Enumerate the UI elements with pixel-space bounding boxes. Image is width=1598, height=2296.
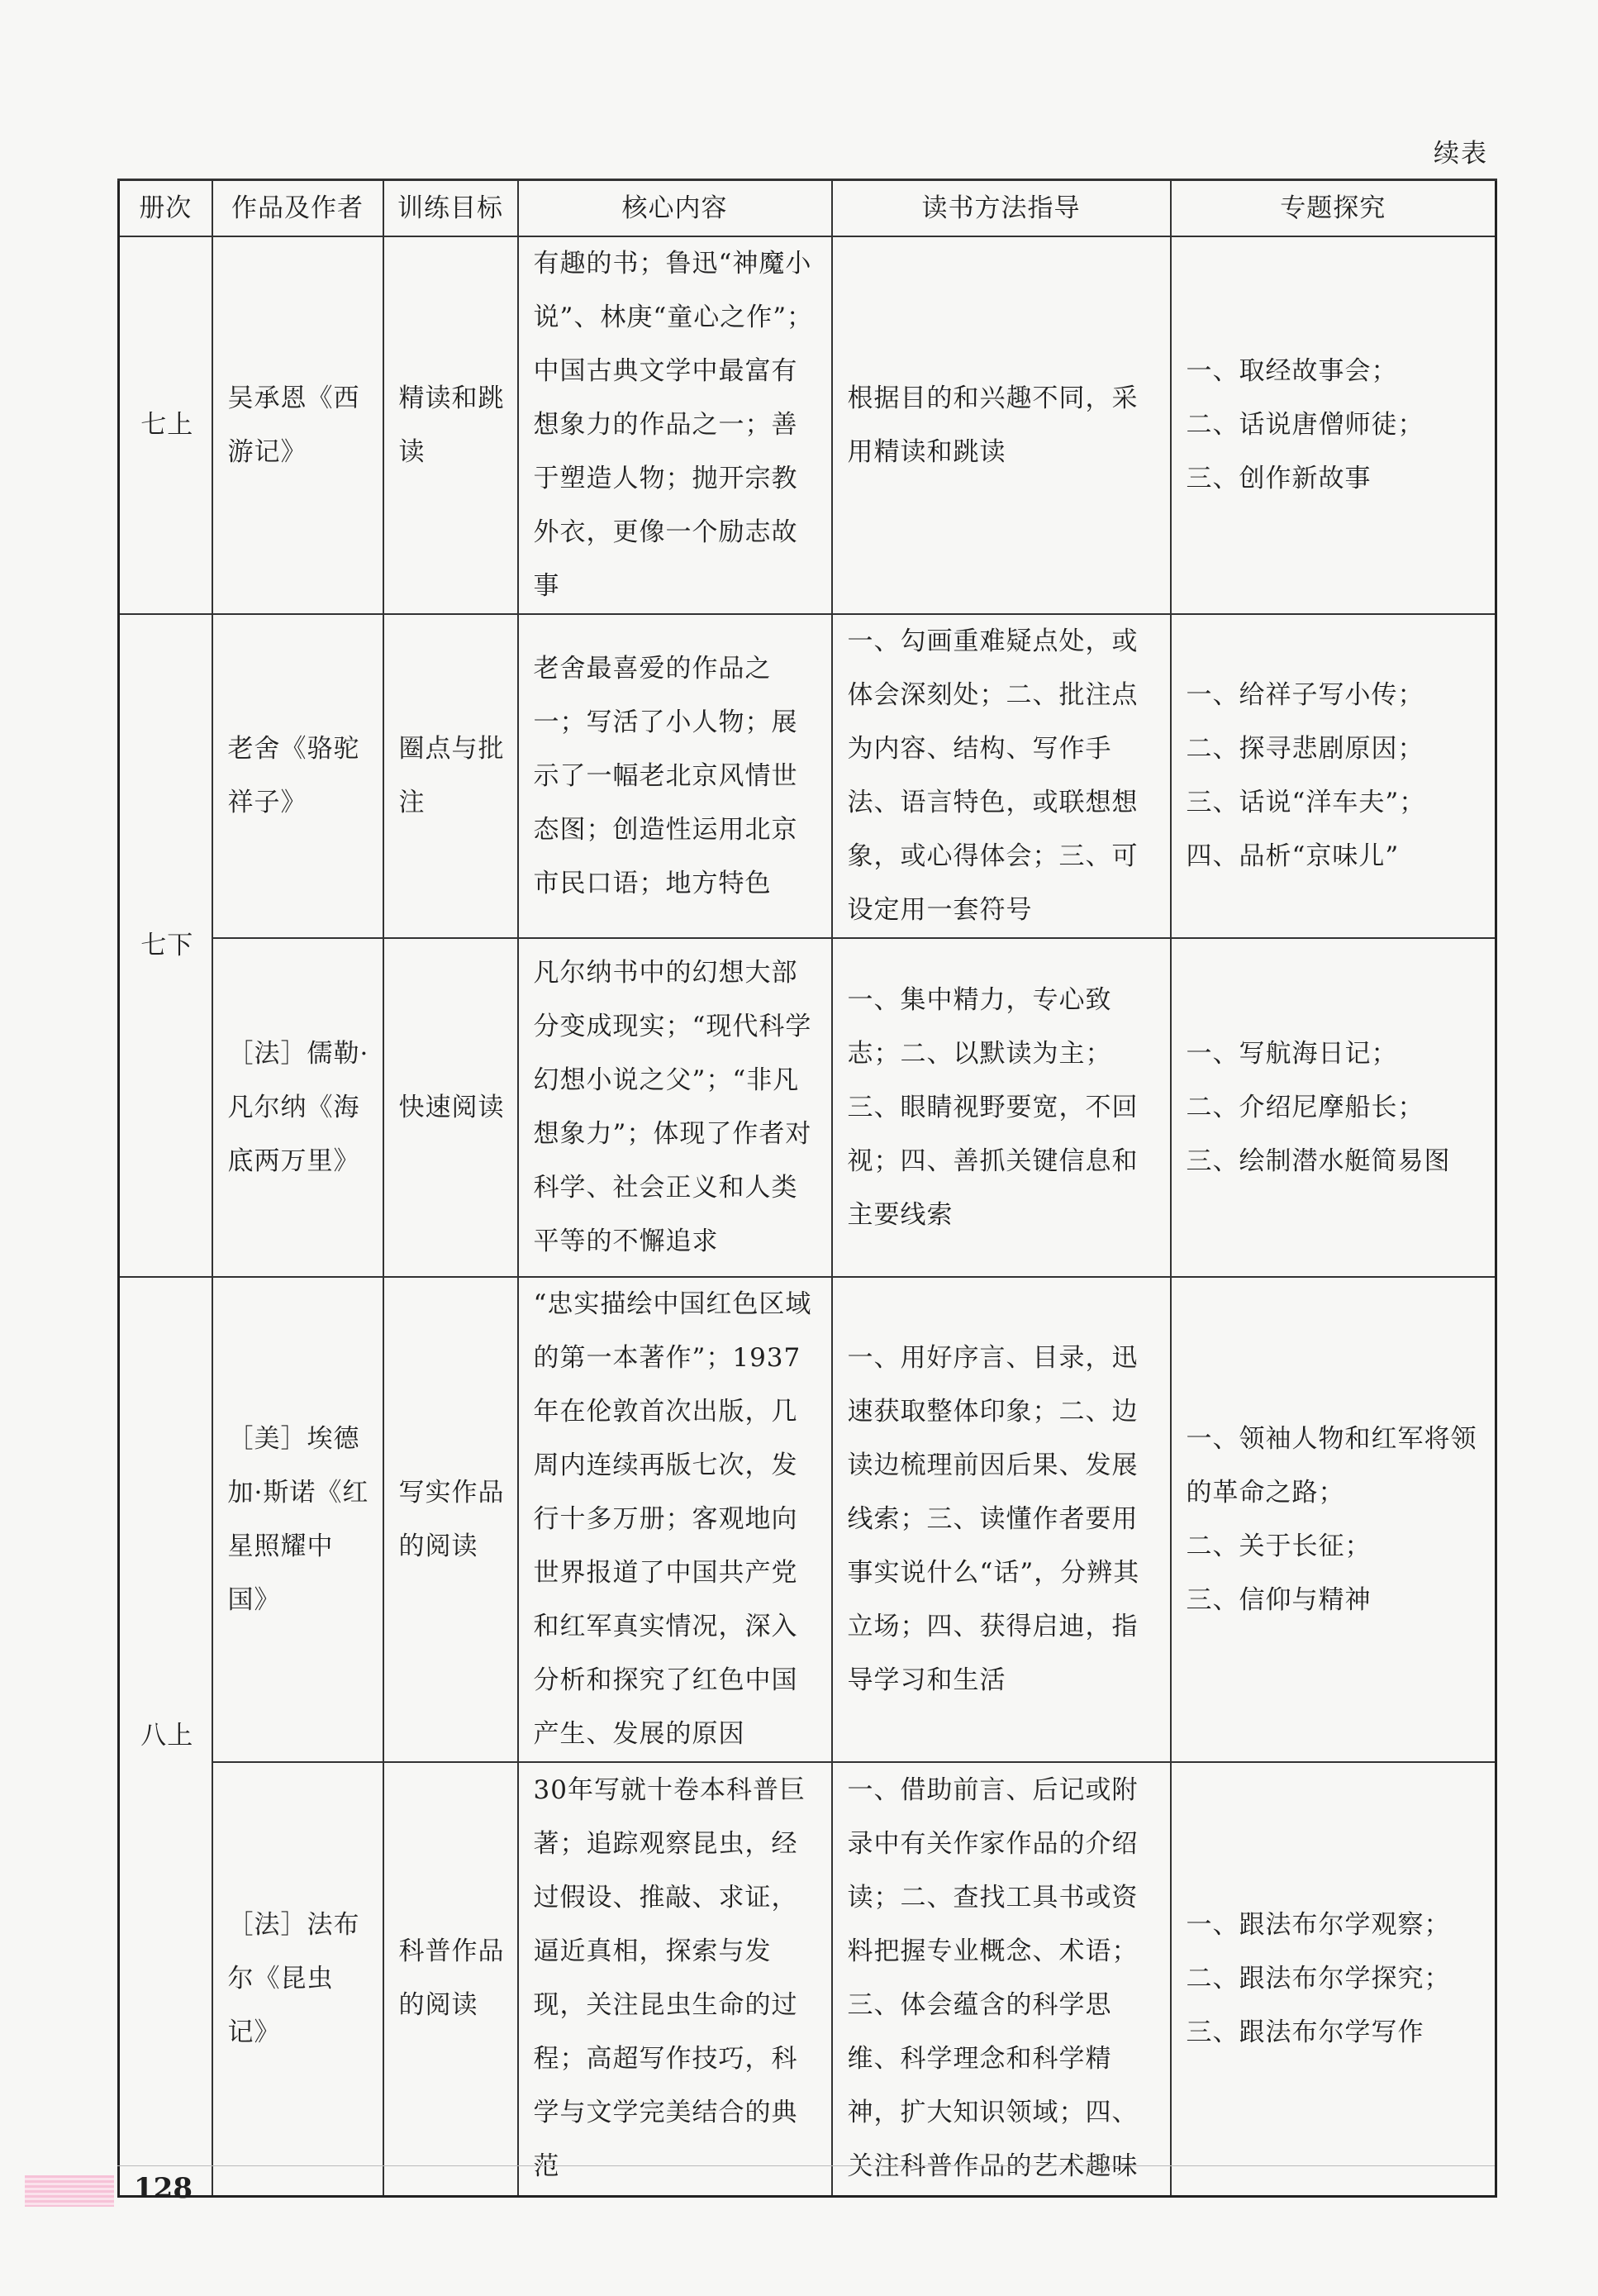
topic-item: 二、话说唐僧师徒； <box>1186 410 1424 440</box>
topic-item: 二、关于长征； <box>1186 1531 1372 1561</box>
volume-cell: 八上 <box>119 1277 212 2196</box>
topic-item: 一、给祥子写小传； <box>1186 680 1424 710</box>
header-work-author: 作品及作者 <box>212 180 383 237</box>
reading-method-cell: 一、勾画重难疑点处，或体会深刻处；二、批注点为内容、结构、写作手法、语言特色，或联想想象，或心得体会；三、可设定用一套符号 <box>832 614 1171 938</box>
training-goal-cell: 快速阅读 <box>383 938 518 1277</box>
work-author-cell: 老舍《骆驼祥子》 <box>212 614 383 938</box>
core-content-cell: 老舍最喜爱的作品之一；写活了小人物；展示了一幅老北京风情世态图；创造性运用北京市民口语；地方特色 <box>518 614 832 938</box>
work-author-cell: ［法］法布尔《昆虫记》 <box>212 1762 383 2196</box>
reading-guide-table <box>117 179 1497 2198</box>
reading-method-cell: 一、借助前言、后记或附录中有关作家作品的介绍读；二、查找工具书或资料把握专业概念、术语；三、体会蕴含的科学思维、科学理念和科学精神，扩大知识领域；四、关注科普作品的艺术趣味 <box>832 1762 1171 2196</box>
page-number-decoration <box>25 2175 114 2207</box>
table-row <box>119 1277 1496 1762</box>
topic-inquiry-cell <box>1171 1762 1496 2196</box>
table-row <box>119 938 1496 1277</box>
topic-item: 三、绘制潜水艇简易图 <box>1186 1146 1451 1176</box>
topic-item: 一、取经故事会； <box>1186 356 1398 386</box>
topic-inquiry-cell <box>1171 1277 1496 1762</box>
reading-method-cell: 一、集中精力，专心致志；二、以默读为主；三、眼睛视野要宽，不回视；四、善抓关键信息和主要线索 <box>832 938 1171 1277</box>
topic-inquiry-cell <box>1171 614 1496 938</box>
training-goal-cell: 精读和跳读 <box>383 236 518 614</box>
topic-inquiry-cell <box>1171 236 1496 614</box>
table-row <box>119 1762 1496 2196</box>
page-number: 128 <box>134 2172 193 2205</box>
core-content-cell: 凡尔纳书中的幻想大部分变成现实；“现代科学幻想小说之父”；“非凡想象力”；体现了作者对科学、社会正义和人类平等的不懈追求 <box>518 938 832 1277</box>
topic-inquiry-cell <box>1171 938 1496 1277</box>
header-training-goal: 训练目标 <box>383 180 518 237</box>
reading-method-cell: 一、用好序言、目录，迅速获取整体印象；二、边读边梳理前因后果、发展线索；三、读懂作者要用事实说什么“话”，分辨其立场；四、获得启迪，指导学习和生活 <box>832 1277 1171 1762</box>
topic-item: 一、跟法布尔学观察； <box>1186 1909 1451 1940</box>
header-topic-inquiry: 专题探究 <box>1171 180 1496 237</box>
table-row <box>119 236 1496 614</box>
footer-divider <box>117 2165 1495 2166</box>
topic-item: 二、探寻悲剧原因； <box>1186 734 1424 764</box>
work-author-cell: ［法］儒勒·凡尔纳《海底两万里》 <box>212 938 383 1277</box>
header-core-content: 核心内容 <box>518 180 832 237</box>
topic-item: 二、介绍尼摩船长； <box>1186 1092 1424 1122</box>
topic-item: 四、品析“京味儿” <box>1186 841 1400 871</box>
training-goal-cell: 圈点与批注 <box>383 614 518 938</box>
core-content-cell: 30年写就十卷本科普巨著；追踪观察昆虫，经过假设、推敲、求证，逼近真相，探索与发现，关注昆虫生命的过程；高超写作技巧，科学与文学完美结合的典范 <box>518 1762 832 2196</box>
training-goal-cell: 写实作品的阅读 <box>383 1277 518 1762</box>
topic-item: 三、信仰与精神 <box>1186 1584 1372 1615</box>
work-author-cell: 吴承恩《西游记》 <box>212 236 383 614</box>
topic-item: 二、跟法布尔学探究； <box>1186 1963 1451 1994</box>
table-header-row <box>119 180 1496 237</box>
table-row <box>119 614 1496 938</box>
topic-item: 三、创作新故事 <box>1186 464 1372 493</box>
topic-item: 三、话说“洋车夫”； <box>1186 788 1426 817</box>
training-goal-cell: 科普作品的阅读 <box>383 1762 518 2196</box>
header-volume: 册次 <box>119 180 212 237</box>
continued-label: 续表 <box>1434 139 1488 169</box>
core-content-cell: “忠实描绘中国红色区域的第一本著作”；1937年在伦敦首次出版，几周内连续再版七次，发行十多万册；客观地向世界报道了中国共产党和红军真实情况，深入分析和探究了红色中国产生、发展的原因 <box>518 1277 832 1762</box>
header-reading-method: 读书方法指导 <box>832 180 1171 237</box>
work-author-cell: ［美］埃德加·斯诺《红星照耀中国》 <box>212 1277 383 1762</box>
core-content-cell: 有趣的书；鲁迅“神魔小说”、林庚“童心之作”；中国古典文学中最富有想象力的作品之一；善于塑造人物；抛开宗教外衣，更像一个励志故事 <box>518 236 832 614</box>
topic-item: 一、写航海日记； <box>1186 1038 1398 1069</box>
topic-item: 一、领袖人物和红军将领的革命之路； <box>1186 1423 1477 1508</box>
topic-item: 三、跟法布尔学写作 <box>1186 2017 1424 2047</box>
volume-cell: 七上 <box>119 236 212 614</box>
reading-method-cell: 根据目的和兴趣不同，采用精读和跳读 <box>832 236 1171 614</box>
volume-cell: 七下 <box>119 614 212 1277</box>
